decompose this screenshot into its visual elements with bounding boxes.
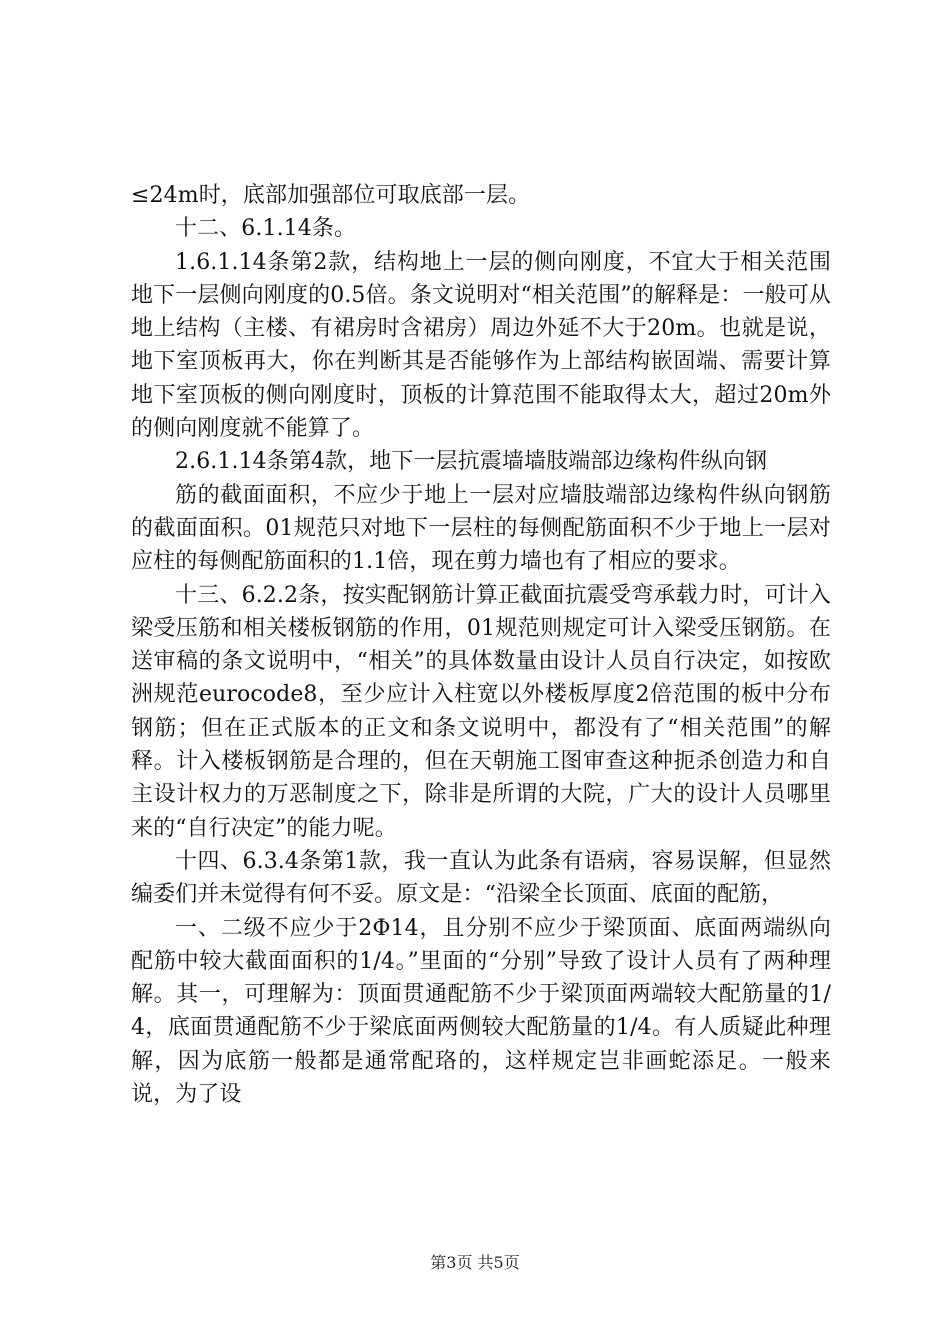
paragraph-item-2-continued: 筋的截面面积，不应少于地上一层对应墙肢端部边缘构件纵向钢筋的截面面积。01规范只对地下一层柱的每侧配筋面积不少于地上一层对应柱的每侧配筋面积的1.1倍，现在剪力墙也有了相应的要求。 [131,482,831,575]
document-body [131,179,831,1111]
paragraph-item-1: 1.6.1.14条第2款，结构地上一层的侧向刚度，不宜大于相关范围地下一层侧向刚度的0.5倍。条文说明对“相关范围”的解释是：一般可从地上结构（主楼、有裙房时含裙房）周边外延不大于20m。也就是说，地下室顶板再大，你在判断其是否能够作为上部结构嵌固端、需要计算地下室顶板的侧向刚度时，顶板的计算范围不能取得太大，超过20m外的侧向刚度就不能算了。 [131,249,831,442]
paragraph-item-2: 2.6.1.14条第4款，地下一层抗震墙墙肢端部边缘构件纵向钢 [175,449,768,475]
section-paragraph-14: 十四、6.3.4条第1款，我一直认为此条有语病，容易误解，但显然编委们并未觉得有何不妥。原文是：“沿梁全长顶面、底面的配筋， [131,848,831,908]
paragraph-continuation: ≤24m时，底部加强部位可取底部一层。 [131,183,531,208]
section-heading-12: 十二、6.1.14条。 [175,216,357,242]
section-paragraph-13: 十三、6.2.2条，按实配钢筋计算正截面抗震受弯承载力时，可计入梁受压筋和相关楼板钢筋的作用，01规范则规定可计入梁受压钢筋。在送审稿的条文说明中，“相关”的具体数量由设计人员自行决定，如按欧洲规范eurocode8，至少应计入柱宽以外楼板厚度2倍范围的板中分布钢筋；但在正式版本的正文和条文说明中，都没有了“相关范围”的解释。计入楼板钢筋是合理的，但在天朝施工图审查这种扼杀创造力和自主设计权力的万恶制度之下，除非是所谓的大院，广大的设计人员哪里来的“自行决定”的能力呢。 [131,582,831,841]
page-number: 第3页 共5页 [430,1253,520,1272]
paragraph-quote-continued: 一、二级不应少于2Φ14，且分别不应少于梁顶面、底面两端纵向配筋中较大截面面积的1/4。”里面的“分别”导致了设计人员有了两种理解。其一，可理解为：顶面贯通配筋不少于梁顶面两端较大配筋量的1/4，底面贯通配筋不少于梁底面两侧较大配筋量的1/4。有人质疑此种理解，因为底筋一般都是通常配珞的，这样规定岂非画蛇添足。一般来说，为了设 [131,915,831,1108]
